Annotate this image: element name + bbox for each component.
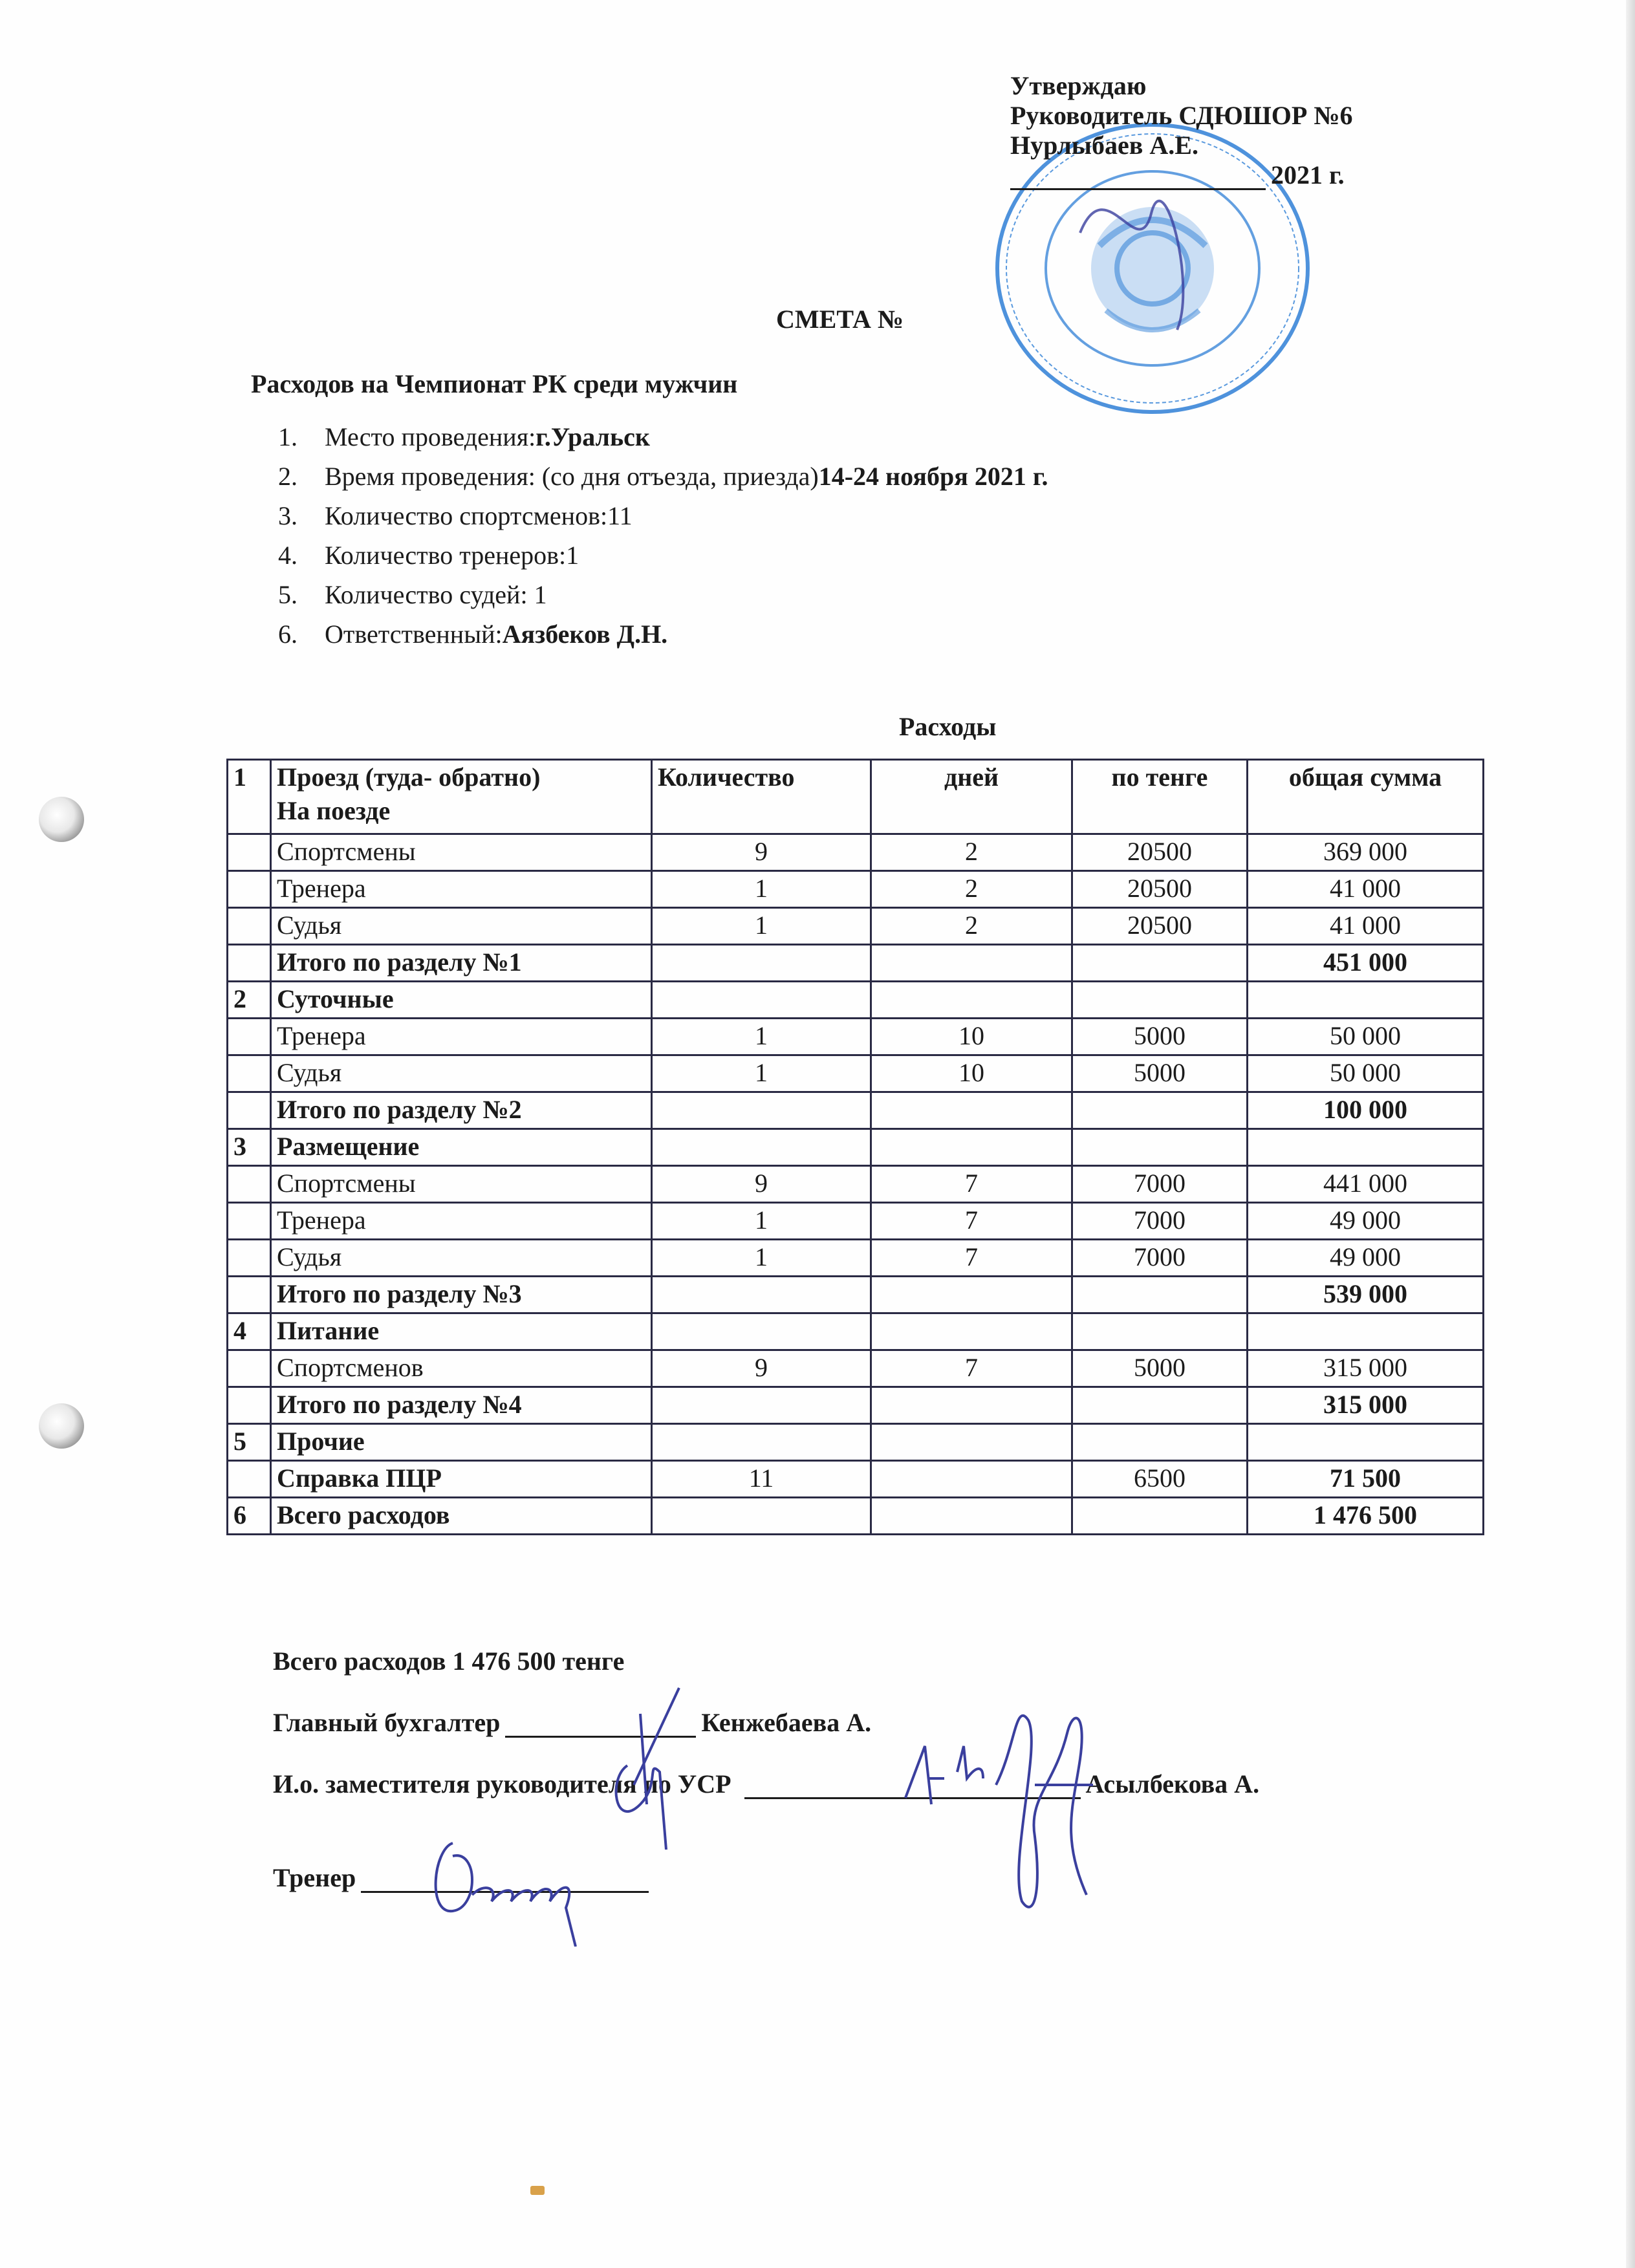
info-item-athletes — [278, 496, 1048, 535]
row-item-name: Тренера — [271, 1019, 652, 1055]
document-subtitle: Расходов на Чемпионат РК среди мужчин — [251, 369, 738, 398]
info-value: 14-24 ноября 2021 г. — [818, 462, 1048, 491]
row-item-name: Итого по разделу №1 — [271, 945, 652, 982]
expenses-heading: Расходы — [899, 712, 997, 741]
table-row — [228, 871, 1484, 908]
row-days — [871, 1498, 1072, 1535]
row-quantity — [652, 1277, 871, 1313]
row-days — [871, 1424, 1072, 1461]
info-number: 6. — [278, 620, 298, 649]
info-number: 3. — [278, 501, 298, 530]
approval-label: Утверждаю — [1010, 71, 1147, 100]
subtotal-row — [228, 1277, 1484, 1313]
accountant-role: Главный бухгалтер — [273, 1708, 501, 1737]
approval-block — [1010, 71, 1353, 190]
info-item-dates — [278, 457, 1048, 496]
row-section-number — [228, 1166, 271, 1203]
row-total-sum — [1248, 982, 1484, 1019]
table-row — [228, 908, 1484, 945]
deputy-name: Асылбекова А. — [1085, 1769, 1260, 1798]
row-item-name: Судья — [271, 1240, 652, 1277]
row-price: 5000 — [1072, 1055, 1248, 1092]
info-number: 5. — [278, 580, 298, 609]
row-total-sum: 50 000 — [1248, 1055, 1484, 1092]
row-days — [871, 1313, 1072, 1350]
row-days: 7 — [871, 1350, 1072, 1387]
row-section-number — [228, 1055, 271, 1092]
row-quantity — [652, 945, 871, 982]
row-price: 5000 — [1072, 1350, 1248, 1387]
approval-date-blank — [1010, 162, 1266, 190]
row-price — [1072, 1313, 1248, 1350]
row-total-sum: 369 000 — [1248, 834, 1484, 871]
row-total-sum: 50 000 — [1248, 1019, 1484, 1055]
row-item-name: Спортсмены — [271, 834, 652, 871]
row-section-number: 5 — [228, 1424, 271, 1461]
row-days — [871, 1092, 1072, 1129]
header-item-line1: Проезд (туда- обратно) — [277, 762, 541, 792]
row-quantity: 1 — [652, 1203, 871, 1240]
row-section-number — [228, 834, 271, 871]
row-section-number — [228, 1240, 271, 1277]
punch-hole — [39, 797, 84, 842]
deputy-role: И.о. заместителя руководителя по УСР — [273, 1769, 731, 1798]
row-total-sum: 451 000 — [1248, 945, 1484, 982]
row-item-name: Прочие — [271, 1424, 652, 1461]
row-total-sum: 71 500 — [1248, 1461, 1484, 1498]
row-days — [871, 1277, 1072, 1313]
row-quantity: 1 — [652, 1055, 871, 1092]
row-price — [1072, 1129, 1248, 1166]
row-quantity: 1 — [652, 908, 871, 945]
info-number: 4. — [278, 541, 298, 570]
info-number: 1. — [278, 422, 298, 451]
accountant-name: Кенжебаева А. — [701, 1708, 872, 1737]
row-price — [1072, 1498, 1248, 1535]
row-section-number — [228, 945, 271, 982]
row-section-number — [228, 1387, 271, 1424]
row-item-name: Спортсмены — [271, 1166, 652, 1203]
row-price: 20500 — [1072, 834, 1248, 871]
table-row — [228, 1350, 1484, 1387]
info-number: 2. — [278, 462, 298, 491]
row-total-sum — [1248, 1129, 1484, 1166]
row-item-name: Суточные — [271, 982, 652, 1019]
row-item-name: Судья — [271, 1055, 652, 1092]
section-row — [228, 982, 1484, 1019]
info-label: Количество судей: 1 — [325, 580, 547, 609]
row-price — [1072, 1387, 1248, 1424]
info-item-judges — [278, 575, 1048, 614]
row-section-number: 2 — [228, 982, 271, 1019]
row-total-sum — [1248, 1313, 1484, 1350]
row-total-sum: 315 000 — [1248, 1350, 1484, 1387]
row-total-sum: 49 000 — [1248, 1240, 1484, 1277]
row-total-sum: 315 000 — [1248, 1387, 1484, 1424]
row-price: 7000 — [1072, 1203, 1248, 1240]
row-quantity — [652, 982, 871, 1019]
row-quantity — [652, 1092, 871, 1129]
info-item-venue — [278, 417, 1048, 457]
coach-role: Тренер — [273, 1863, 356, 1892]
row-total-sum: 49 000 — [1248, 1203, 1484, 1240]
header-item-line2: На поезде — [277, 796, 391, 825]
header-price: по тенге — [1072, 760, 1248, 834]
row-section-number — [228, 908, 271, 945]
row-item-name: Справка ПЦР — [271, 1461, 652, 1498]
row-quantity: 9 — [652, 1166, 871, 1203]
row-price — [1072, 1092, 1248, 1129]
row-item-name: Питание — [271, 1313, 652, 1350]
punch-hole — [39, 1403, 84, 1449]
row-item-name: Итого по разделу №3 — [271, 1277, 652, 1313]
row-days — [871, 1129, 1072, 1166]
page-edge — [1626, 0, 1635, 2268]
row-price: 7000 — [1072, 1166, 1248, 1203]
row-total-sum: 441 000 — [1248, 1166, 1484, 1203]
row-quantity — [652, 1424, 871, 1461]
row-days — [871, 945, 1072, 982]
header-quantity: Количество — [652, 760, 871, 834]
row-quantity: 9 — [652, 834, 871, 871]
budget-table — [226, 759, 1484, 1535]
table-row — [228, 1055, 1484, 1092]
scan-speck — [530, 2186, 545, 2195]
coach-signature — [427, 1837, 608, 1947]
table-row — [228, 1166, 1484, 1203]
info-label: Количество тренеров:1 — [325, 541, 579, 570]
table-header-row — [228, 760, 1484, 834]
row-days: 2 — [871, 834, 1072, 871]
info-label: Время проведения: (со дня отъезда, приезда) — [325, 462, 819, 491]
approval-date-year: 2021 г. — [1271, 160, 1345, 189]
table-row — [228, 1461, 1484, 1498]
row-price — [1072, 945, 1248, 982]
section-row — [228, 1129, 1484, 1166]
subtotal-row — [228, 945, 1484, 982]
info-item-coaches — [278, 535, 1048, 575]
info-label: Количество спортсменов:11 — [325, 501, 633, 530]
row-quantity — [652, 1387, 871, 1424]
header-item — [271, 760, 652, 834]
row-section-number — [228, 1350, 271, 1387]
row-section-number — [228, 1092, 271, 1129]
row-item-name: Всего расходов — [271, 1498, 652, 1535]
info-label: Место проведения: — [325, 422, 536, 451]
row-item-name: Итого по разделу №2 — [271, 1092, 652, 1129]
row-price: 20500 — [1072, 908, 1248, 945]
header-days: дней — [871, 760, 1072, 834]
document-title: СМЕТА № — [776, 305, 904, 334]
header-section-number: 1 — [228, 760, 271, 834]
row-total-sum: 41 000 — [1248, 871, 1484, 908]
section-row — [228, 1424, 1484, 1461]
row-section-number — [228, 1019, 271, 1055]
row-section-number — [228, 871, 271, 908]
row-item-name: Итого по разделу №4 — [271, 1387, 652, 1424]
row-price — [1072, 1277, 1248, 1313]
row-item-name: Размещение — [271, 1129, 652, 1166]
row-price: 20500 — [1072, 871, 1248, 908]
row-price — [1072, 1424, 1248, 1461]
row-total-sum: 100 000 — [1248, 1092, 1484, 1129]
table-row — [228, 1240, 1484, 1277]
row-days — [871, 1461, 1072, 1498]
row-total-sum: 1 476 500 — [1248, 1498, 1484, 1535]
approval-date — [1010, 160, 1353, 190]
row-section-number — [228, 1277, 271, 1313]
row-item-name: Тренера — [271, 871, 652, 908]
row-section-number — [228, 1461, 271, 1498]
row-days: 2 — [871, 871, 1072, 908]
info-label: Ответственный: — [325, 620, 503, 649]
row-price: 6500 — [1072, 1461, 1248, 1498]
row-quantity: 1 — [652, 1019, 871, 1055]
row-total-sum — [1248, 1424, 1484, 1461]
row-quantity: 11 — [652, 1461, 871, 1498]
approver-position: Руководитель СДЮШОР №6 — [1010, 101, 1353, 130]
row-days: 10 — [871, 1019, 1072, 1055]
row-quantity — [652, 1129, 871, 1166]
table-row — [228, 1203, 1484, 1240]
row-total-sum: 41 000 — [1248, 908, 1484, 945]
row-quantity: 1 — [652, 871, 871, 908]
row-price — [1072, 982, 1248, 1019]
event-info-list — [278, 417, 1048, 654]
table-row — [228, 1019, 1484, 1055]
row-days: 10 — [871, 1055, 1072, 1092]
info-value: Аязбеков Д.Н. — [502, 620, 668, 649]
row-item-name: Спортсменов — [271, 1350, 652, 1387]
table-row — [228, 834, 1484, 871]
row-days — [871, 982, 1072, 1019]
row-price: 5000 — [1072, 1019, 1248, 1055]
row-price: 7000 — [1072, 1240, 1248, 1277]
subtotal-row — [228, 1387, 1484, 1424]
row-section-number: 3 — [228, 1129, 271, 1166]
row-quantity: 1 — [652, 1240, 871, 1277]
row-quantity — [652, 1313, 871, 1350]
row-item-name: Судья — [271, 908, 652, 945]
row-quantity — [652, 1498, 871, 1535]
row-section-number — [228, 1203, 271, 1240]
row-days: 7 — [871, 1203, 1072, 1240]
row-item-name: Тренера — [271, 1203, 652, 1240]
row-quantity: 9 — [652, 1350, 871, 1387]
deputy-signature — [899, 1707, 1132, 1921]
section-row — [228, 1313, 1484, 1350]
info-value: г.Уральск — [536, 422, 650, 451]
approver-name: Нурлыбаев А.Е. — [1010, 131, 1198, 160]
section-row — [228, 1498, 1484, 1535]
row-total-sum: 539 000 — [1248, 1277, 1484, 1313]
grand-total-line: Всего расходов 1 476 500 тенге — [273, 1647, 625, 1676]
header-total-sum: общая сумма — [1248, 760, 1484, 834]
row-section-number: 6 — [228, 1498, 271, 1535]
row-days: 2 — [871, 908, 1072, 945]
info-item-responsible — [278, 614, 1048, 654]
row-days: 7 — [871, 1240, 1072, 1277]
row-days: 7 — [871, 1166, 1072, 1203]
accountant-signature — [589, 1675, 718, 1850]
row-section-number: 4 — [228, 1313, 271, 1350]
row-days — [871, 1387, 1072, 1424]
accountant-signature-line — [273, 1707, 871, 1738]
subtotal-row — [228, 1092, 1484, 1129]
